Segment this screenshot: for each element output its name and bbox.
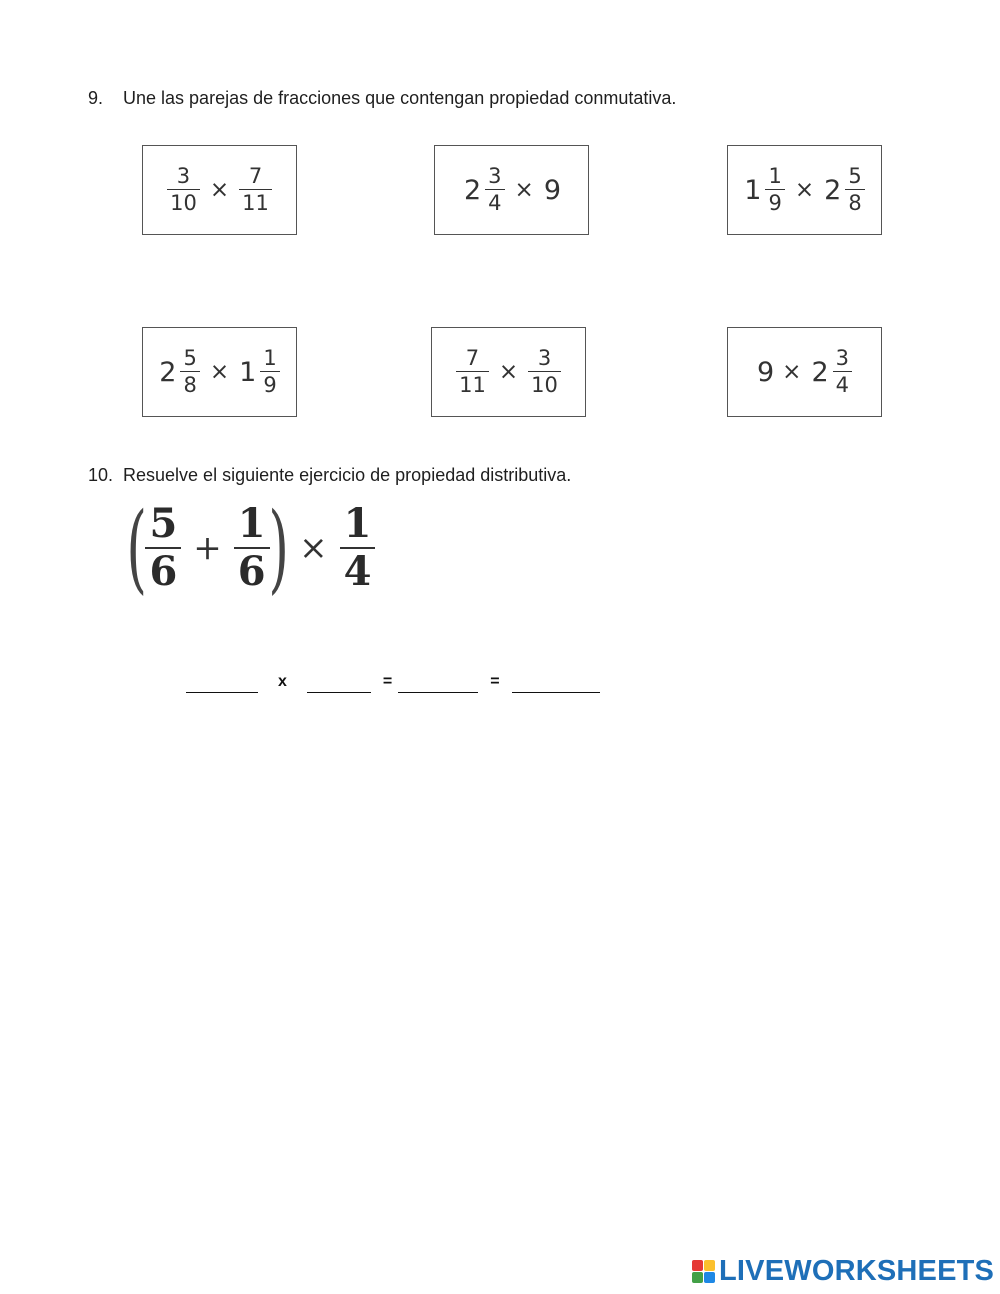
logo-text: LIVEWORKSHEETS <box>719 1255 995 1287</box>
fraction: $\frac{5}{8}$ <box>180 348 199 396</box>
times-symbol: × <box>299 528 328 568</box>
whole-number: 2 <box>463 174 482 206</box>
whole-number: 9 <box>756 356 775 388</box>
fraction: $\frac{5}{8}$ <box>845 166 864 214</box>
fraction: $\frac{3}{10}$ <box>167 166 200 214</box>
answer-blank-3[interactable] <box>398 670 478 693</box>
times-symbol: × <box>514 177 534 203</box>
distributive-expression <box>126 492 375 604</box>
fraction: $\frac{1}{6}$ <box>234 504 270 592</box>
question-number: 10. <box>88 465 114 485</box>
equals-symbol: = <box>490 673 500 690</box>
times-symbol: × <box>794 177 815 203</box>
fraction: $\frac{1}{9}$ <box>765 166 784 214</box>
equals-symbol: = <box>382 673 393 690</box>
plus-symbol: + <box>193 528 222 568</box>
question-text: Une las parejas de fracciones que contengan propiedad conmutativa. <box>123 88 677 108</box>
question-10-title <box>88 465 571 486</box>
fraction: $\frac{3}{4}$ <box>485 166 504 214</box>
fraction-box-4[interactable] <box>142 327 297 417</box>
fraction: $\frac{1}{4}$ <box>340 504 376 592</box>
fraction: $\frac{3}{10}$ <box>528 348 561 396</box>
open-paren: ( <box>126 492 148 604</box>
fraction: $\frac{7}{11}$ <box>239 166 272 214</box>
answer-blank-4[interactable] <box>512 670 600 693</box>
fraction: $\frac{1}{9}$ <box>260 348 279 396</box>
fraction: $\frac{7}{11}$ <box>456 348 489 396</box>
times-symbol: × <box>498 359 519 385</box>
whole-number: 2 <box>811 356 829 388</box>
whole-number: 9 <box>543 174 562 206</box>
question-text: Resuelve el siguiente ejercicio de propiedad distributiva. <box>123 465 572 485</box>
times-symbol: × <box>209 177 230 203</box>
question-number: 9. <box>88 88 104 108</box>
answer-line <box>186 670 600 693</box>
whole-number: 1 <box>239 356 257 388</box>
answer-blank-2[interactable] <box>307 670 371 693</box>
fraction: $\frac{3}{4}$ <box>833 348 852 396</box>
whole-number: 1 <box>744 174 762 206</box>
question-9-title <box>88 88 676 109</box>
answer-blank-1[interactable] <box>186 670 258 693</box>
times-symbol: × <box>782 359 802 385</box>
logo-icon <box>692 1260 715 1283</box>
fraction-box-1[interactable] <box>142 145 297 235</box>
fraction: $\frac{5}{6}$ <box>145 504 181 592</box>
fraction-box-5[interactable] <box>431 327 586 417</box>
times-symbol: × <box>209 359 230 385</box>
fraction-box-2[interactable] <box>434 145 589 235</box>
times-symbol: x <box>278 673 287 690</box>
whole-number: 2 <box>824 174 842 206</box>
whole-number: 2 <box>159 356 177 388</box>
close-paren: ) <box>268 492 289 604</box>
fraction-box-6[interactable] <box>727 327 882 417</box>
fraction-box-3[interactable] <box>727 145 882 235</box>
liveworksheets-logo[interactable] <box>692 1255 994 1288</box>
